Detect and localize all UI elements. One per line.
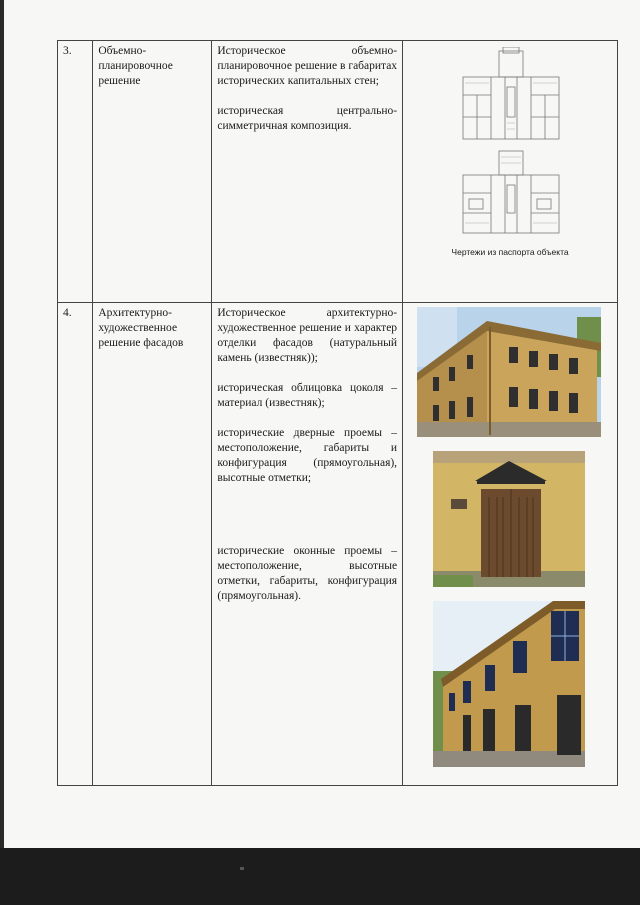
floor-plan-drawing xyxy=(461,47,561,143)
description-item: Историческое объемно-планировочное решение в габаритах исторических капитальных стен; xyxy=(217,45,398,87)
row-number: 4. xyxy=(58,303,93,786)
side-facade-photo xyxy=(433,601,585,767)
building-corner-photo xyxy=(417,307,601,437)
description-item: историческая облицовка цоколя – материал (известняк); xyxy=(217,382,398,409)
scan-edge xyxy=(0,0,4,905)
description-item: Историческое архитектурно-художественное решение и характер отделки фасадов (натуральный камень (известняк)); xyxy=(217,307,398,364)
floor-plan-drawing xyxy=(461,149,561,237)
table-row xyxy=(58,41,618,303)
photos-cell xyxy=(403,303,618,786)
feature-name: Объемно-планировочное решение xyxy=(93,41,212,303)
table-row xyxy=(58,303,618,786)
description-item: исторические дверные проемы – местоположение, габариты и конфигурация (прямоугольная), высотные отметки; xyxy=(217,427,398,484)
scanner-margin xyxy=(0,848,640,905)
entrance-door-photo xyxy=(433,451,585,587)
feature-description xyxy=(212,303,403,786)
drawings-caption: Чертежи из паспорта объекта xyxy=(451,247,569,257)
feature-name: Архитектурно-художественное решение фасадов xyxy=(93,303,212,786)
drawings-cell xyxy=(403,41,618,303)
protected-features-table xyxy=(57,40,618,786)
scan-artifact xyxy=(240,867,244,870)
description-item: историческая центрально-симметричная композиция. xyxy=(217,105,398,132)
row-number: 3. xyxy=(58,41,93,303)
description-item: исторические оконные проемы – местоположение, высотные отметки, габариты, конфигурация (прямоугольная). xyxy=(217,545,398,602)
feature-description xyxy=(212,41,403,303)
